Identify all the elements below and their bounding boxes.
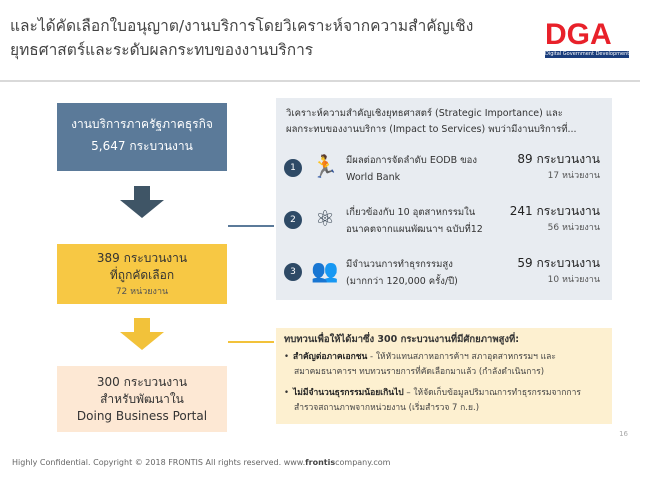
- criteria-row: [282, 254, 608, 294]
- criteria-text: [346, 256, 506, 290]
- criteria-row: [282, 150, 608, 190]
- analysis-panel: [276, 98, 612, 300]
- portal-services-box: [57, 366, 227, 432]
- criteria-value: [517, 254, 600, 288]
- analysis-heading: [286, 106, 606, 138]
- portal-count: 300 กระบวนงาน: [96, 375, 188, 389]
- step-number: 3: [284, 263, 302, 281]
- agency-count: 56 หน่วยงาน: [547, 223, 600, 233]
- process-count: 241 กระบวนงาน: [509, 204, 600, 218]
- dga-logo-subtitle: Digital Government Development Agency: [545, 51, 649, 57]
- dga-logo: [545, 18, 649, 58]
- criteria-text: [346, 204, 506, 238]
- criteria-line-2: อนาคตจากแผนพัฒนาฯ ฉบับที่12: [346, 224, 483, 235]
- connector-line: [228, 341, 274, 343]
- portal-label: สำหรับพัฒนาใน: [100, 392, 184, 406]
- footer-copyright: Highly Confidential. Copyright © 2018 FRONTIS All rights reserved. www.: [12, 458, 306, 467]
- process-count: 89 กระบวนงาน: [517, 152, 600, 166]
- review-item-title: ไม่มีจำนวนธุรกรรมน้อยเกินไป: [293, 388, 404, 398]
- footer-domain: company.com: [335, 458, 391, 467]
- review-item: [284, 350, 606, 380]
- review-item-text: - ให้หัวแทนสภาหอการค้าฯ สภาอุตสาหกรรมฯ และ: [367, 352, 556, 362]
- down-arrow-icon: [120, 186, 164, 220]
- review-item-text: – ให้จัดเก็บข้อมูลปริมาณการทำธุรกรรมจากการ: [403, 388, 581, 398]
- review-item-title: สำคัญต่อภาคเอกชน: [293, 352, 368, 362]
- group-people-icon: 👥: [311, 259, 339, 284]
- bullet-icon: •: [284, 352, 290, 362]
- title-divider: [0, 80, 640, 82]
- title-line-1: และได้คัดเลือกใบอนุญาต/งานบริการโดยวิเคราะห์จากความสำคัญเชิง: [10, 17, 474, 35]
- analysis-heading-line-1: วิเคราะห์ความสำคัญเชิงยุทธศาสตร์ (Strategic Importance) และ: [286, 108, 563, 119]
- review-item: [284, 386, 606, 416]
- total-services-label: งานบริการภาครัฐภาคธุรกิจ: [71, 117, 213, 131]
- review-panel: [276, 328, 612, 424]
- selected-label: ที่ถูกคัดเลือก: [109, 268, 175, 282]
- analysis-heading-line-2: ผลกระทบของงานบริการ (Impact to Services) พบว่ามีงานบริการที่...: [286, 124, 577, 135]
- down-arrow-icon: [120, 318, 164, 352]
- criteria-line-2: (มากกว่า 120,000 ครั้ง/ปี): [346, 276, 458, 287]
- footer: [12, 458, 390, 467]
- total-services-box: [57, 103, 227, 171]
- selected-agencies: 72 หน่วยงาน: [115, 287, 169, 297]
- process-count: 59 กระบวนงาน: [517, 256, 600, 270]
- title-line-2: ยุทธศาสตร์และระดับผลกระทบของงานบริการ: [10, 41, 314, 59]
- agency-count: 17 หน่วยงาน: [547, 171, 600, 181]
- review-heading: ทบทวนเพื่อให้ได้มาซึ่ง 300 กระบวนงานที่มีศักยภาพสูงที่:: [284, 334, 520, 345]
- criteria-line-1: มีผลต่อการจัดลำดับ EODB ของ: [346, 155, 477, 166]
- criteria-row: [282, 202, 608, 242]
- step-number: 1: [284, 159, 302, 177]
- criteria-text: [346, 152, 506, 186]
- running-person-icon: 🏃: [311, 155, 339, 180]
- total-services-count: 5,647 กระบวนงาน: [91, 139, 193, 153]
- atom-icon: ⚛: [315, 207, 335, 232]
- selected-services-box: [57, 244, 227, 304]
- criteria-line-1: เกี่ยวข้องกับ 10 อุตสาหกรรมใน: [346, 207, 476, 218]
- criteria-line-1: มีจำนวนการทำธุรกรรมสูง: [346, 259, 453, 270]
- slide-title: [10, 14, 510, 62]
- page-number: 16: [619, 430, 628, 438]
- review-item-text-line-2: สมาคมธนาคารฯ ทบทวนรายการที่คัดเลือกมาแล้ว (กำลังดำเนินการ): [294, 367, 545, 377]
- bullet-icon: •: [284, 388, 290, 398]
- criteria-value: [517, 150, 600, 184]
- dga-logo-text: DGA: [545, 18, 612, 51]
- portal-name: Doing Business Portal: [76, 409, 208, 423]
- connector-line: [228, 225, 274, 227]
- criteria-value: [510, 202, 600, 236]
- agency-count: 10 หน่วยงาน: [547, 275, 600, 285]
- selected-count: 389 กระบวนงาน: [96, 251, 188, 265]
- step-number: 2: [284, 211, 302, 229]
- footer-brand: frontis: [305, 458, 336, 467]
- review-item-text-line-2: สำรวจสถานภาพจากหน่วยงาน (เริ่มสำรวจ 7 ก.ย.): [294, 403, 480, 413]
- criteria-line-2: World Bank: [346, 172, 401, 183]
